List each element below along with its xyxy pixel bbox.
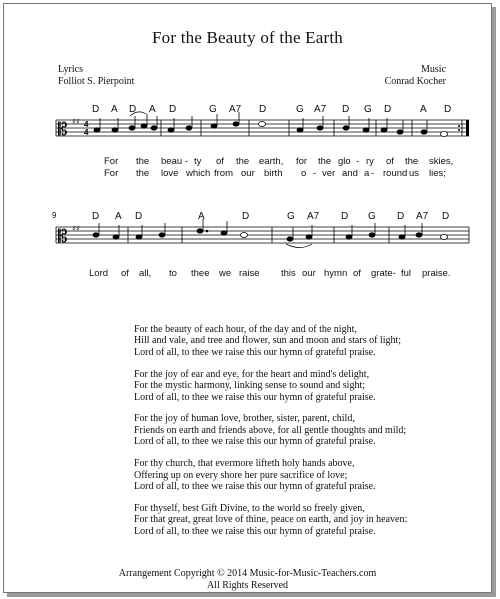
- chord: D: [341, 211, 349, 222]
- verse-stanza: [134, 503, 407, 537]
- chord: G: [368, 211, 376, 222]
- lyric: the: [318, 156, 332, 167]
- svg-text:𝄡: 𝄡: [58, 120, 68, 140]
- lyric: a: [364, 168, 370, 179]
- verse-stanza: [134, 324, 407, 358]
- lyric: of: [353, 268, 361, 279]
- lyric: the: [405, 156, 419, 167]
- chord: G: [287, 211, 295, 222]
- verse-stanza: [134, 458, 407, 492]
- lyric: beau: [161, 156, 183, 167]
- lyric: For: [104, 156, 119, 167]
- music-label: Music: [421, 64, 446, 75]
- verse-line: Lord of all, to thee we raise this our hymn of grateful praise.: [134, 391, 376, 403]
- time-sig-bottom: 4: [84, 128, 89, 137]
- chord: A: [198, 211, 205, 222]
- verse-line: Lord of all, to thee we raise this our hymn of grateful praise.: [134, 525, 376, 537]
- lyric: o: [301, 168, 307, 179]
- copyright-line: Arrangement Copyright © 2014 Music-for-Music-Teachers.com: [118, 568, 377, 579]
- chord: D: [92, 211, 100, 222]
- chord: D: [92, 104, 100, 115]
- chord: D: [397, 211, 405, 222]
- measure-number: 9: [52, 211, 57, 220]
- lyric: lies;: [429, 168, 446, 179]
- lyric: skies,: [429, 156, 454, 167]
- verse-stanza: [134, 369, 407, 403]
- lyric: for: [296, 156, 308, 167]
- lyric: our: [241, 168, 255, 179]
- chord: A7: [229, 104, 242, 115]
- lyrics-label: Lyrics: [58, 64, 83, 75]
- chord: D: [259, 104, 267, 115]
- lyric: grate-: [371, 268, 396, 279]
- song-title: For the Beauty of the Earth: [152, 28, 343, 47]
- chord: G: [296, 104, 304, 115]
- lyric: raise: [239, 268, 260, 279]
- svg-text:𝄡: 𝄡: [58, 227, 68, 247]
- sheet-music-page: [3, 3, 492, 593]
- verse-line: For thy church, that evermore lifteth holy hands above,: [134, 458, 355, 470]
- verse-stanza: [134, 413, 407, 447]
- lyric: thee: [191, 268, 210, 279]
- lyric: earth,: [259, 156, 284, 167]
- lyric: this: [281, 268, 296, 279]
- lyric: -: [356, 156, 360, 167]
- lyric: birth: [264, 168, 283, 179]
- chord: G: [209, 104, 217, 115]
- lyric: ry: [366, 156, 374, 167]
- music-author: Conrad Kocher: [384, 76, 446, 87]
- lyric: which: [186, 168, 211, 179]
- chord: D: [129, 104, 137, 115]
- copyright-footer: [4, 568, 491, 592]
- chord: D: [384, 104, 392, 115]
- lyric: glo: [338, 156, 351, 167]
- chord: D: [342, 104, 350, 115]
- lyric: love: [161, 168, 179, 179]
- lyric: and: [342, 168, 358, 179]
- verse-line: Lord of all, to thee we raise this our hymn of grateful praise.: [134, 346, 376, 358]
- verse-line: For the beauty of each hour, of the day and of the night,: [134, 324, 357, 335]
- lyric: -: [371, 168, 375, 179]
- chord: A: [149, 104, 156, 115]
- verse-line: Lord of all, to thee we raise this our hymn of grateful praise.: [134, 436, 376, 448]
- chord: D: [442, 211, 450, 222]
- verse-line: Lord of all, to thee we raise this our hymn of grateful praise.: [134, 480, 376, 492]
- chord: A: [115, 211, 122, 222]
- verse-line: For the mystic harmony, linking sense to sound and sight;: [134, 380, 366, 392]
- verse-line: For the joy of human love, brother, sister, parent, child,: [134, 413, 355, 425]
- chord: D: [444, 104, 452, 115]
- chord: A: [111, 104, 118, 115]
- lyric: the: [136, 156, 150, 167]
- lyric: -: [185, 156, 189, 167]
- lyric: from: [214, 168, 233, 179]
- svg-text:♯♯: ♯♯: [72, 224, 80, 233]
- lyric: all,: [139, 268, 152, 279]
- lyrics-author: Folliot S. Pierpoint: [58, 76, 135, 87]
- lyric: -: [313, 168, 317, 179]
- lyric: to: [169, 268, 177, 279]
- lyric: Lord: [89, 268, 109, 279]
- lyric: round: [383, 168, 408, 179]
- staff-system-2: [4, 4, 491, 304]
- verse-line: For that great, great love of thine, peace on earth, and joy in heaven:: [134, 514, 408, 526]
- time-sig-top: 4: [84, 120, 89, 129]
- lyric: of: [121, 268, 129, 279]
- chord: D: [169, 104, 177, 115]
- verses: [134, 324, 407, 548]
- lyric: hymn: [324, 268, 348, 279]
- lyric: ful: [401, 268, 412, 279]
- verse-line: For thyself, best Gift Divine, to the world so freely given,: [134, 502, 365, 514]
- chord: G: [364, 104, 372, 115]
- lyric: For: [104, 168, 119, 179]
- verse-line: For the joy of ear and eye, for the heart and mind's delight,: [134, 368, 370, 380]
- lyric: our: [302, 268, 316, 279]
- lyric: of: [386, 156, 394, 167]
- chord: A7: [416, 211, 429, 222]
- chord: D: [135, 211, 143, 222]
- chord: A7: [307, 211, 320, 222]
- chord: D: [242, 211, 250, 222]
- verse-line: Offering up on every shore her pure sacrifice of love;: [134, 469, 348, 481]
- lyric: we: [219, 268, 232, 279]
- chord: A: [420, 104, 427, 115]
- chord: A7: [314, 104, 327, 115]
- lyric: praise.: [422, 268, 451, 279]
- verse-line: Friends on earth and friends above, for all gentle thoughts and mild;: [134, 424, 407, 436]
- lyric: the: [236, 156, 250, 167]
- verse-line: Hill and vale, and tree and flower, sun and moon and stars of light;: [134, 335, 402, 347]
- lyric: ty: [194, 156, 202, 167]
- lyric: the: [136, 168, 150, 179]
- lyric: us: [409, 168, 420, 179]
- rights-line: All Rights Reserved: [206, 580, 289, 591]
- lyric: of: [216, 156, 224, 167]
- lyric: ver: [322, 168, 336, 179]
- svg-text:♯♯: ♯♯: [72, 117, 80, 126]
